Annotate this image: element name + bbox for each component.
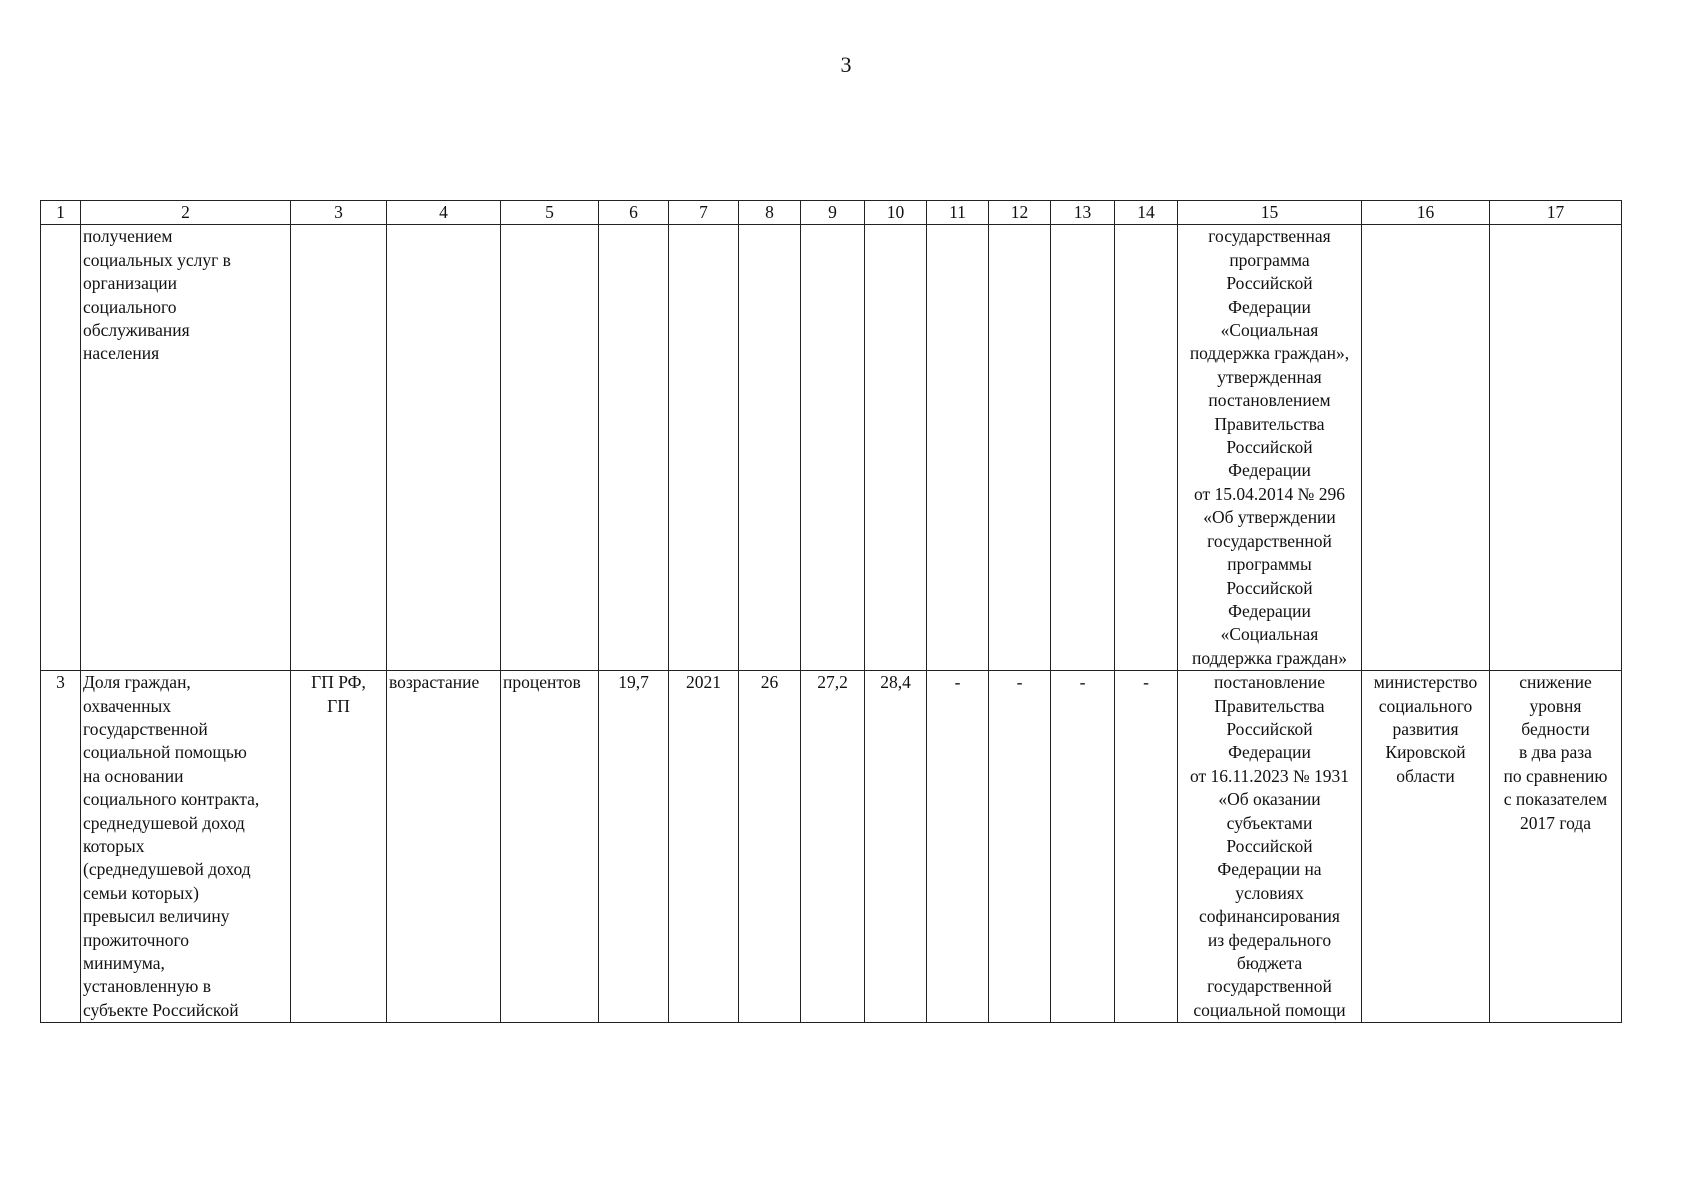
- table-cell: [801, 225, 865, 671]
- cell-number: [41, 225, 81, 671]
- header-cell: 8: [739, 201, 801, 225]
- header-cell: 11: [927, 201, 989, 225]
- table-cell: [501, 225, 599, 671]
- indicators-table: [40, 200, 1622, 1023]
- cell-document: государственная программа Российской Федерации «Социальная поддержка граждан», утвержденная постановлением Правительства Российской Федерации от 15.04.2014 № 296 «Об утверждении государственной программы Российской Федерации «Социальная поддержка граждан»: [1178, 225, 1362, 671]
- cell-value: 28,4: [865, 671, 927, 1023]
- table-cell: [865, 225, 927, 671]
- cell-base-year: 2021: [669, 671, 739, 1023]
- header-cell: 2: [81, 201, 291, 225]
- cell-level: ГП РФ, ГП: [291, 671, 387, 1023]
- header-cell: 12: [989, 201, 1051, 225]
- table-row: [41, 225, 1622, 671]
- table-cell: [387, 225, 501, 671]
- header-cell: 4: [387, 201, 501, 225]
- header-cell: 7: [669, 201, 739, 225]
- cell-base-value: 19,7: [599, 671, 669, 1023]
- table-header-row: [41, 201, 1622, 225]
- header-cell: 16: [1362, 201, 1490, 225]
- cell-value: -: [927, 671, 989, 1023]
- header-cell: 3: [291, 201, 387, 225]
- table-cell: [669, 225, 739, 671]
- header-cell: 13: [1051, 201, 1115, 225]
- cell-value: 26: [739, 671, 801, 1023]
- header-cell: 15: [1178, 201, 1362, 225]
- table-cell: [1051, 225, 1115, 671]
- table-cell: [989, 225, 1051, 671]
- table-cell: [291, 225, 387, 671]
- table-cell: [739, 225, 801, 671]
- header-cell: 6: [599, 201, 669, 225]
- header-cell: 9: [801, 201, 865, 225]
- cell-goal-link: снижение уровня бедности в два раза по сравнению с показателем 2017 года: [1490, 671, 1622, 1023]
- table-row: [41, 671, 1622, 1023]
- cell-trend: возрастание: [387, 671, 501, 1023]
- cell-responsible: министерство социального развития Кировской области: [1362, 671, 1490, 1023]
- cell-number: 3: [41, 671, 81, 1023]
- cell-value: -: [1115, 671, 1178, 1023]
- cell-value: -: [1051, 671, 1115, 1023]
- header-cell: 10: [865, 201, 927, 225]
- table-cell: [1362, 225, 1490, 671]
- table-cell: [599, 225, 669, 671]
- page-number: 3: [840, 52, 852, 77]
- header-cell: 17: [1490, 201, 1622, 225]
- cell-indicator-name: Доля граждан, охваченных государственной социальной помощью на основании социального контракта, среднедушевой доход которых (среднедушевой доход семьи которых) превысил величину прожиточного минимума, установленную в субъекте Российской: [81, 671, 291, 1023]
- cell-document: постановление Правительства Российской Федерации от 16.11.2023 № 1931 «Об оказании субъектами Российской Федерации на условиях софинансирования из федерального бюджета государственной социальной помощи: [1178, 671, 1362, 1023]
- cell-indicator-name: получением социальных услуг в организации социального обслуживания населения: [81, 225, 291, 671]
- header-cell: 1: [41, 201, 81, 225]
- cell-value: -: [989, 671, 1051, 1023]
- cell-unit: процентов: [501, 671, 599, 1023]
- table-cell: [1490, 225, 1622, 671]
- cell-value: 27,2: [801, 671, 865, 1023]
- header-cell: 5: [501, 201, 599, 225]
- table-cell: [1115, 225, 1178, 671]
- header-cell: 14: [1115, 201, 1178, 225]
- table-cell: [927, 225, 989, 671]
